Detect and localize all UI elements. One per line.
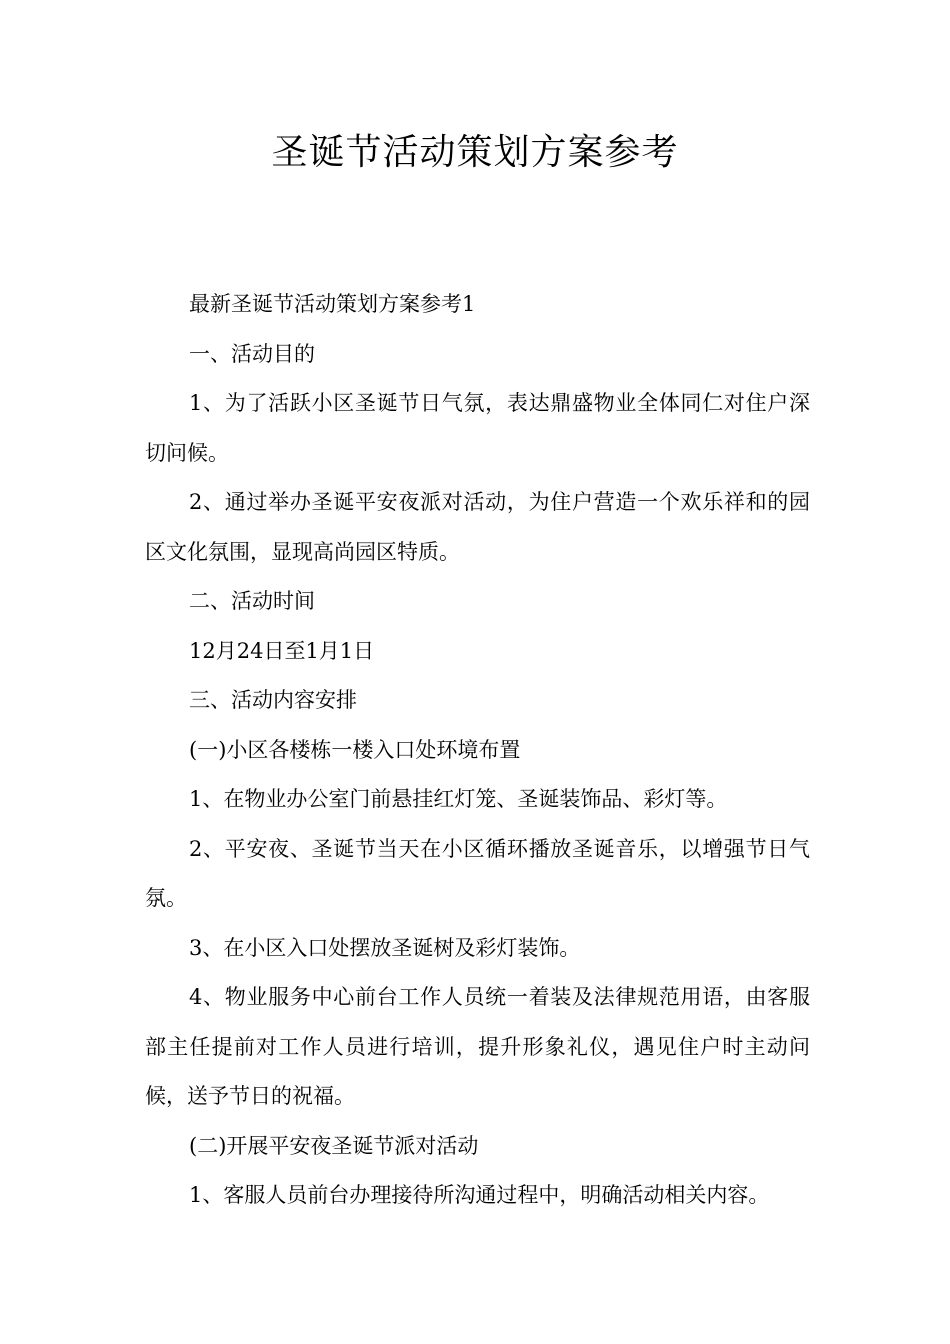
paragraph-time: 12月24日至1月1日 xyxy=(189,638,375,663)
paragraph-purpose-1: 1、为了活跃小区圣诞节日气氛，表达鼎盛物业全体同仁对住户深切问候。 xyxy=(145,391,810,465)
section-heading-purpose: 一、活动目的 xyxy=(189,341,315,366)
document-title: 圣诞节活动策划方案参考 xyxy=(271,132,679,173)
paragraph-decoration-3: 3、在小区入口处摆放圣诞树及彩灯装饰。 xyxy=(189,935,581,960)
paragraph-purpose-2: 2、通过举办圣诞平安夜派对活动，为住户营造一个欢乐祥和的园区文化氛围，显现高尚园区特质。 xyxy=(145,490,810,564)
document-body xyxy=(145,280,810,1221)
paragraph-decoration-2: 2、平安夜、圣诞节当天在小区循环播放圣诞音乐，以增强节日气氛。 xyxy=(145,836,810,910)
paragraph-party-1: 1、客服人员前台办理接待所沟通过程中，明确活动相关内容。 xyxy=(189,1183,770,1207)
subsection-heading-decoration: (一)小区各楼栋一楼入口处环境布置 xyxy=(189,737,521,762)
section-heading-content: 三、活动内容安排 xyxy=(189,688,357,712)
paragraph-decoration-4: 4、物业服务中心前台工作人员统一着装及法律规范用语，由客服部主任提前对工作人员进行培训，提升形象礼仪，遇见住户时主动问候，送予节日的祝福。 xyxy=(145,985,810,1108)
paragraph-subtitle: 最新圣诞节活动策划方案参考1 xyxy=(189,292,476,316)
paragraph-decoration-1: 1、在物业办公室门前悬挂红灯笼、圣诞装饰品、彩灯等。 xyxy=(189,787,728,811)
subsection-heading-party: (二)开展平安夜圣诞节派对活动 xyxy=(189,1133,479,1158)
section-heading-time: 二、活动时间 xyxy=(189,589,315,613)
